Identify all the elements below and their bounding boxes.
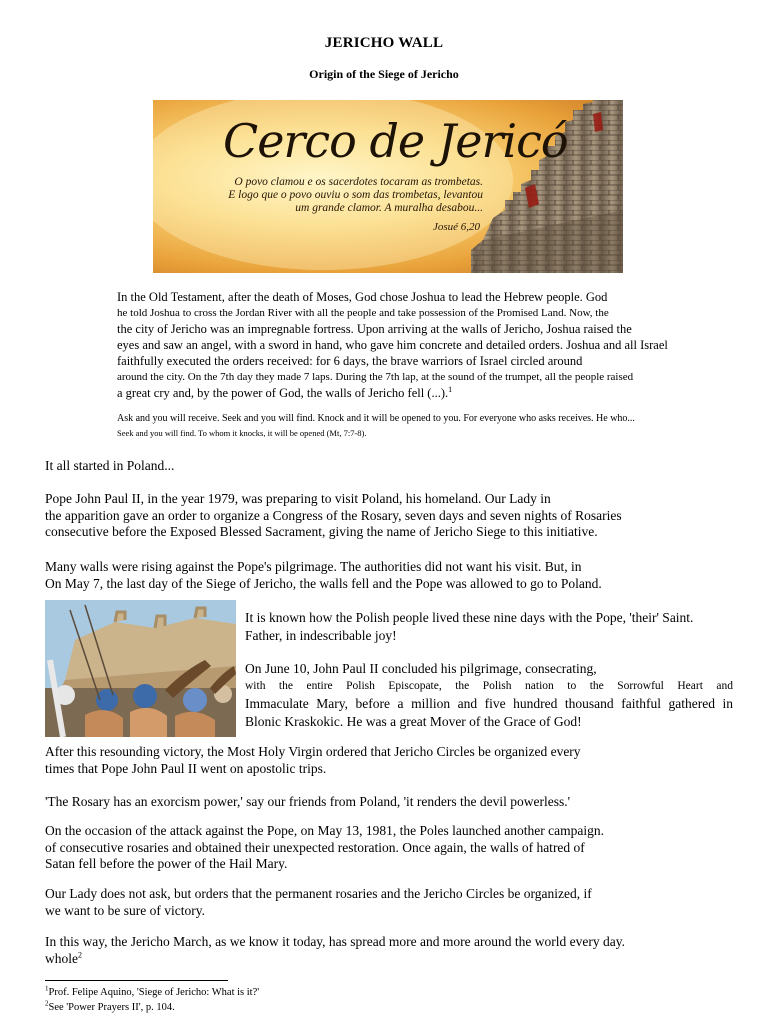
verse-line: E logo que o povo ouviu o som das trombetas, levantou	[228, 189, 483, 201]
paragraph-our-lady	[45, 886, 735, 919]
paragraph-pope-visit	[45, 491, 735, 541]
paragraph-exorcism	[45, 794, 735, 811]
paragraph-line: Blonic Kraskokic. He was a great Mover of the Grace of God!	[245, 713, 582, 729]
paragraph-line: whole	[45, 950, 78, 966]
footnote	[45, 985, 259, 1000]
paragraph-line: Father, in indescribable joy!	[245, 627, 397, 643]
paragraph-nine-days	[245, 609, 755, 644]
paragraph-jericho-circles	[45, 744, 735, 777]
footnote-ref[interactable]: 2	[78, 950, 82, 959]
intro-line: In the Old Testament, after the death of Moses, God chose Joshua to lead the Hebrew people. God	[117, 290, 608, 304]
intro-line-last	[117, 385, 734, 401]
paragraph-line: Immaculate Mary, before a million and five hundred thousand faithful gathered in	[245, 696, 733, 711]
page-title: JERICHO WALL	[324, 35, 444, 51]
intro-line: eyes and saw an angel, with a sword in hand, who gave him concrete and detailed orders. Joshua and all Israel	[117, 338, 668, 352]
footnote-ref[interactable]: 1	[448, 384, 453, 394]
paragraph-line: 'The Rosary has an exorcism power,' say our friends from Poland, 'it renders the devil powerless.'	[45, 794, 571, 809]
paragraph-line: Many walls were rising against the Pope's pilgrimage. The authorities did not want his visit. But, in	[45, 559, 582, 574]
paragraph-line: the apparition gave an order to organize a Congress of the Rosary, seven days and seven nights of Rosaries	[45, 507, 622, 523]
paragraph-line-last	[45, 951, 735, 968]
intro-paragraph	[117, 289, 734, 401]
banner-reference: Josué 6,20	[432, 221, 480, 233]
banner-verse	[153, 176, 483, 215]
intro-line: faithfully executed the orders received: for 6 days, the brave warriors of Israel circled around	[117, 354, 583, 368]
paragraph-line: Satan fell before the power of the Hail Mary.	[45, 856, 288, 871]
verse-line: O povo clamou e os sacerdotes tocaram as trombetas.	[234, 176, 483, 188]
page-subtitle: Origin of the Siege of Jericho	[309, 67, 459, 81]
paragraph-jericho-march	[45, 934, 735, 967]
footnote-mark: 2	[45, 999, 49, 1008]
battle-of-jericho-painting	[45, 600, 236, 737]
quote-line: Seek and you will find. To whom it knocks, it will be opened (Mt, 7:7-8).	[117, 428, 367, 438]
cerco-de-jerico-banner	[153, 100, 623, 273]
paragraph-line: On June 10, John Paul II concluded his pilgrimage, consecrating,	[245, 661, 597, 676]
paragraph-line: After this resounding victory, the Most Holy Virgin ordered that Jericho Circles be organized every	[45, 744, 581, 759]
paragraph-line: of consecutive rosaries and obtained their unexpected restoration. Once again, the walls of hatred of	[45, 839, 585, 855]
intro-line: he told Joshua to cross the Jordan River with all the people and take possession of the Promised Land. Now, the	[117, 307, 609, 319]
footnote-text: Prof. Felipe Aquino, 'Siege of Jericho: What is it?'	[48, 987, 260, 998]
intro-line: around the city. On the 7th day they made 7 laps. During the 7th lap, at the sound of the trumpet, all the people raised	[117, 371, 634, 383]
intro-line: the city of Jericho was an impregnable fortress. Upon arriving at the walls of Jericho, Joshua raised the	[117, 322, 632, 336]
paragraph-consecration	[245, 660, 755, 730]
verse-line: um grande clamor. A muralha desabou...	[295, 202, 483, 214]
quote-line: Ask and you will receive. Seek and you will find. Knock and it will be opened to you. For everyone who asks receives. He who...	[117, 413, 635, 424]
intro-line: a great cry and, by the power of God, the walls of Jericho fell (...).	[117, 386, 449, 400]
paragraph-walls	[45, 559, 735, 592]
paragraph-line: It is known how the Polish people lived these nine days with the Pope, 'their' Saint.	[245, 610, 694, 625]
paragraph-line: Our Lady does not ask, but orders that the permanent rosaries and the Jericho Circles be organized, if	[45, 886, 592, 901]
paragraph-line: times that Pope John Paul II went on apostolic trips.	[45, 760, 327, 776]
footnote	[45, 1000, 259, 1015]
footnotes	[45, 985, 259, 1015]
banner-title: Cerco de Jericó	[223, 114, 568, 168]
paragraph-line: Pope John Paul II, in the year 1979, was preparing to visit Poland, his homeland. Our Lady in	[45, 491, 551, 506]
paragraph-line: consecutive before the Exposed Blessed Sacrament, giving the name of Jericho Siege to this initiative.	[45, 524, 598, 539]
paragraph-line: with the entire Polish Episcopate, the Polish nation to the Sorrowful Heart and	[245, 679, 733, 692]
paragraph-line: It all started in Poland...	[45, 458, 175, 473]
paragraph-line: On May 7, the last day of the Siege of Jericho, the walls fell and the Pope was allowed to go to Poland.	[45, 575, 602, 591]
scripture-quote	[117, 411, 742, 441]
footnote-text: See 'Power Prayers II', p. 104.	[48, 1002, 175, 1013]
footnote-divider	[45, 980, 228, 981]
paragraph-line: On the occasion of the attack against the Pope, on May 13, 1981, the Poles launched another campaign.	[45, 823, 604, 838]
paragraph-line: In this way, the Jericho March, as we know it today, has spread more and more around the world every day.	[45, 934, 625, 949]
paragraph-attack	[45, 823, 735, 873]
paragraph-start	[45, 458, 735, 475]
footnote-mark: 1	[45, 984, 49, 993]
paragraph-line: we want to be sure of victory.	[45, 902, 205, 918]
